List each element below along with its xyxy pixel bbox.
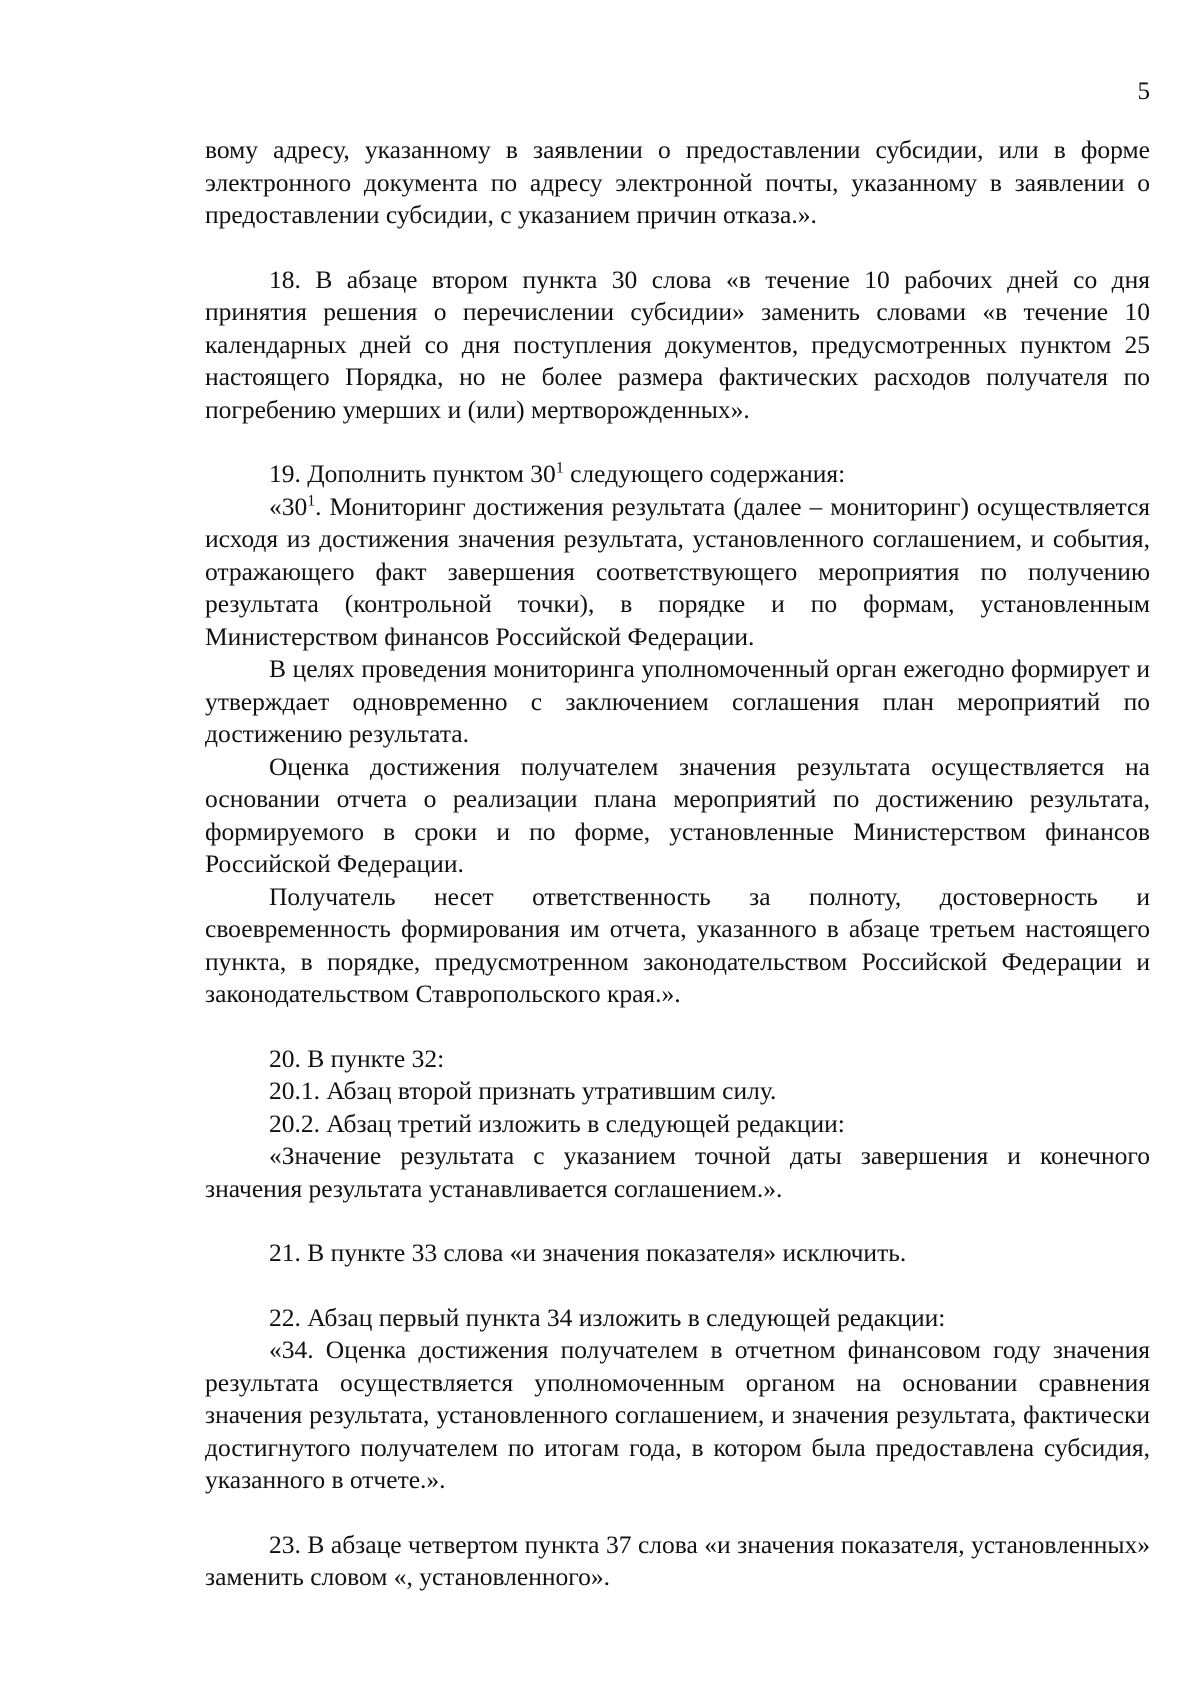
paragraph-item-22: 22. Абзац первый пункта 34 изложить в следующей редакции: bbox=[269, 1302, 946, 1332]
document-body bbox=[205, 134, 1150, 1594]
item-30-1-text-end: . Мониторинг достижения результата (далее – мониторинг) осуществляется исходя из достижения значения результата, установленного соглашением, и события, отражающего факт завершения соответствующего мероприятия по получению результата (контрольной точки), в порядке и по формам, установленным Министерством финансов Российской Федерации. bbox=[205, 491, 1150, 651]
paragraph-item-21: 21. В пункте 33 слова «и значения показателя» исключить. bbox=[269, 1238, 907, 1267]
item-19-text-end: следующего содержания: bbox=[563, 459, 846, 488]
paragraph-item-18: 18. В абзаце втором пункта 30 слова «в течение 10 рабочих дней со дня принятия решения о перечислении субсидии» заменить словами «в течение 10 календарных дней со дня поступления документов, предусмотренных пунктом 25 настоящего Порядка, но не более размера фактических расходов получателя по погребению умерших и (или) мертворожденных». bbox=[205, 264, 1150, 424]
paragraph-item-20-2: 20.2. Абзац третий изложить в следующей редакции: bbox=[269, 1108, 845, 1138]
paragraph-item-23: 23. В абзаце четвертом пункта 37 слова «и значения показателя, установленных» заменить словом «, установленного». bbox=[205, 1529, 1150, 1591]
item-19-text-start: 19. Дополнить пунктом 30 bbox=[269, 459, 556, 488]
paragraph-item-19 bbox=[205, 458, 1150, 491]
item-30-1-text-start: «30 bbox=[269, 491, 308, 521]
paragraph-item-20: 20. В пункте 32: bbox=[269, 1043, 445, 1073]
page-number: 5 bbox=[1137, 78, 1150, 105]
paragraph-assessment: Оценка достижения получателем значения результата осуществляется на основании отчета о реализации плана мероприятий по достижению результата, формируемого в сроки и по форме, установленные Министерством финансов Российской Федерации. bbox=[205, 751, 1150, 878]
item-19-superscript: 1 bbox=[555, 459, 564, 477]
paragraph-monitoring-plan: В целях проведения мониторинга уполномоченный орган ежегодно формирует и утверждает одновременно с заключением соглашения план мероприятий по достижению результата. bbox=[205, 654, 1150, 748]
paragraph-item-20-1: 20.1. Абзац второй признать утратившим силу. bbox=[269, 1076, 777, 1105]
paragraph-responsibility: Получатель несет ответственность за полноту, достоверность и своевременность формирования им отчета, указанного в абзаце третьем настоящего пункта, в порядке, предусмотренном законодательством Российской Федерации и законодательством Ставропольского края.». bbox=[205, 881, 1150, 1008]
paragraph-item-30-1 bbox=[205, 491, 1150, 654]
paragraph-item-20-2-quote: «Значение результата с указанием точной даты завершения и конечного значения результата устанавливается соглашением.». bbox=[205, 1141, 1150, 1203]
item-30-1-superscript: 1 bbox=[307, 492, 316, 509]
paragraph-item-22-quote: «34. Оценка достижения получателем в отчетном финансовом году значения результата осуществляется уполномоченным органом на основании сравнения значения результата, установленного соглашением, и значения результата, фактически достигнутого получателем по итогам года, в котором была предоставлена субсидия, указанного в отчете.». bbox=[205, 1335, 1150, 1494]
paragraph-continuation: вому адресу, указанному в заявлении о предоставлении субсидии, или в форме электронного документа по адресу электронной почты, указанному в заявлении о предоставлении субсидии, с указанием причин отказа.». bbox=[205, 135, 1150, 229]
